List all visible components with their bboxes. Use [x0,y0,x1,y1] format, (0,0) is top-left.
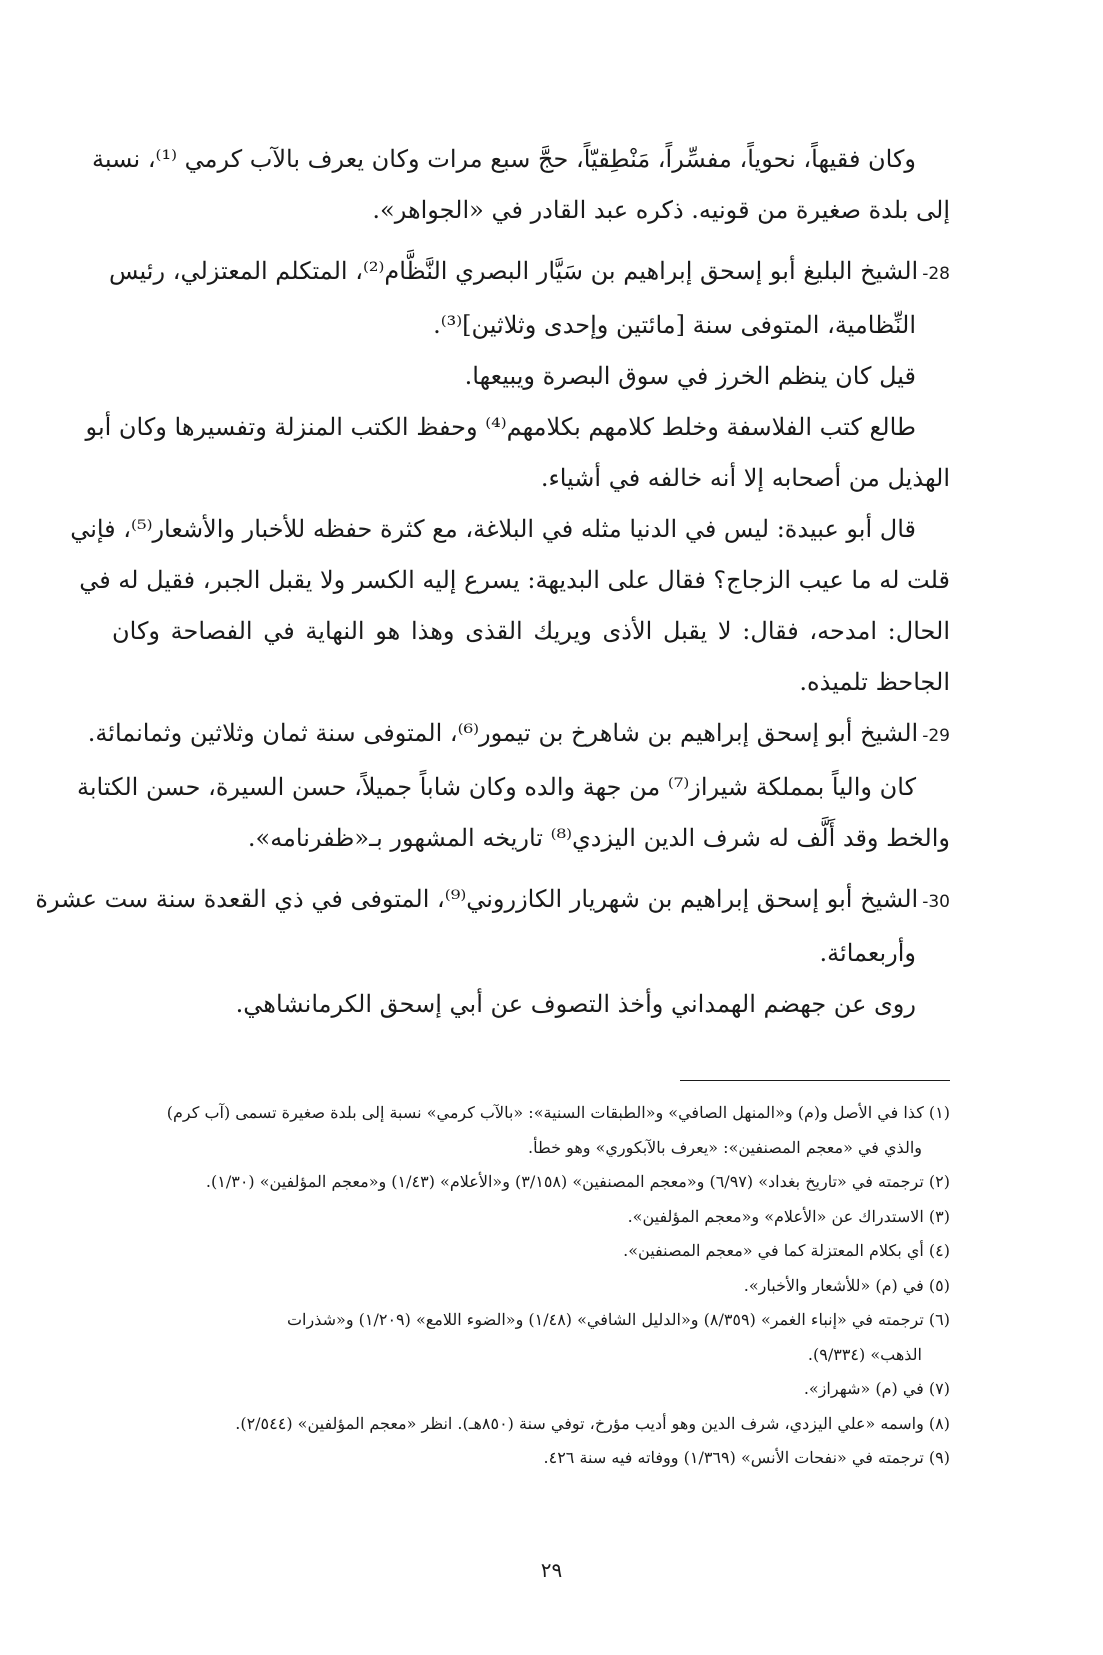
footnote-separator [680,1080,950,1081]
text-line: الجاحظ تلميذه. [799,668,950,696]
main-text [35,134,950,1030]
entry-number: 29- [922,726,950,746]
footnote: (٥) في (م) «للأشعار والأخبار». [743,1275,950,1295]
text-line: والخط وقد أَلَّف له شرف الدين اليزدي⁽⁸⁾ تاريخه المشهور بـ«ظفرنامه». [247,824,950,852]
footnote: (١) كذا في الأصل و(م) و«المنهل الصافي» و«الطبقات السنية»: «بالآب كرمي» نسبة إلى بلدة صغيرة تسمى (آب كرم) [166,1103,950,1122]
text-line: قال أبو عبيدة: ليس في الدنيا مثله في البلاغة، مع كثرة حفظه للأخبار والأشعار⁽⁵⁾، فإني [70,515,916,543]
text-line: الهذيل من أصحابه إلا أنه خالفه في أشياء. [540,464,950,492]
text-line: النِّظامية، المتوفى سنة [مائتين وإحدى وثلاثين]⁽³⁾. [433,311,916,339]
text-line: قلت له ما عيب الزجاج؟ فقال على البديهة: يسرع إليه الكسر ولا يقبل الجبر، فقيل له في [79,566,950,594]
entry-number: 30- [922,892,950,912]
text-line: الحال: امدحه، فقال: لا يقبل الأذى ويريك القذى وهذا هو النهاية في الفصاحة وكان [112,617,950,645]
text-line: كان والياً بمملكة شيراز⁽⁷⁾ من جهة والده وكان شاباً جميلاً، حسن السيرة، حسن الكتابة [76,773,916,801]
entry-heading-text: الشيخ البليغ أبو إسحق إبراهيم بن سَيَّار البصري النَّظَّام⁽²⁾، المتكلم المعتزلي، رئيس [108,257,919,285]
text-line: وأربعمائة. [819,939,916,967]
footnote: (٩) ترجمته في «نفحات الأنس» (١/٣٦٩) ووفاته فيه سنة ٤٢٦. [543,1448,950,1467]
text-line: وكان فقيهاً، نحوياً، مفسِّراً، مَنْطِقيّاً، حجَّ سبع مرات وكان يعرف بالآب كرمي ⁽¹⁾، نسبة [91,145,916,173]
footnote-continuation: والذي في «معجم المصنفين»: «يعرف بالآبكوري» وهو خطأ. [528,1137,922,1157]
text-line: طالع كتب الفلاسفة وخلط كلامهم بكلامهم⁽⁴⁾ وحفظ الكتب المنزلة وتفسيرها وكان أبو [85,413,916,441]
footnotes [112,1096,950,1476]
entry-number: 28- [922,264,950,284]
footnote: (٨) واسمه «علي اليزدي، شرف الدين وهو أديب مؤرخ، توفي سنة (٨٥٠هـ). انظر «معجم المؤلفين» (٢/٥٤٤). [235,1413,950,1433]
entry-heading-text: الشيخ أبو إسحق إبراهيم بن شاهرخ بن تيمور⁽⁶⁾، المتوفى سنة ثمان وثلاثين وثمانمائة. [87,719,919,747]
footnote: (٦) ترجمته في «إنباء الغمر» (٨/٣٥٩) و«الدليل الشافي» (١/٤٨) و«الضوء اللامع» (١/٢٠٩) و«شذرات [286,1310,950,1329]
entry-28-heading [108,246,950,300]
entry-30-heading [35,874,950,928]
entry-heading-text: الشيخ أبو إسحق إبراهيم بن شهريار الكازروني⁽⁹⁾، المتوفى في ذي القعدة سنة ست عشرة [35,885,919,913]
text-line: روى عن جهضم الهمداني وأخذ التصوف عن أبي إسحق الكرمانشاهي. [235,990,916,1018]
text-line: قيل كان ينظم الخرز في سوق البصرة ويبيعها. [464,362,916,390]
footnote: (٧) في (م) «شهراز». [803,1379,950,1398]
footnote: (٤) أي بكلام المعتزلة كما في «معجم المصنفين». [623,1241,950,1260]
footnote: (٢) ترجمته في «تاريخ بغداد» (٦/٩٧) و«معجم المصنفين» (٣/١٥٨) و«الأعلام» (١/٤٣) و«معجم المؤلفين» (١/٣٠). [205,1172,950,1191]
text-line: إلى بلدة صغيرة من قونيه. ذكره عبد القادر في «الجواهر». [372,196,950,224]
entry-29-heading [87,708,950,762]
footnote-continuation: الذهب» (٩/٣٣٤). [807,1344,922,1364]
footnote: (٣) الاستدراك عن «الأعلام» و«معجم المؤلفين». [627,1206,950,1226]
spacer [112,864,950,874]
spacer [112,236,950,246]
page-number: ٢٩ [540,1558,563,1582]
